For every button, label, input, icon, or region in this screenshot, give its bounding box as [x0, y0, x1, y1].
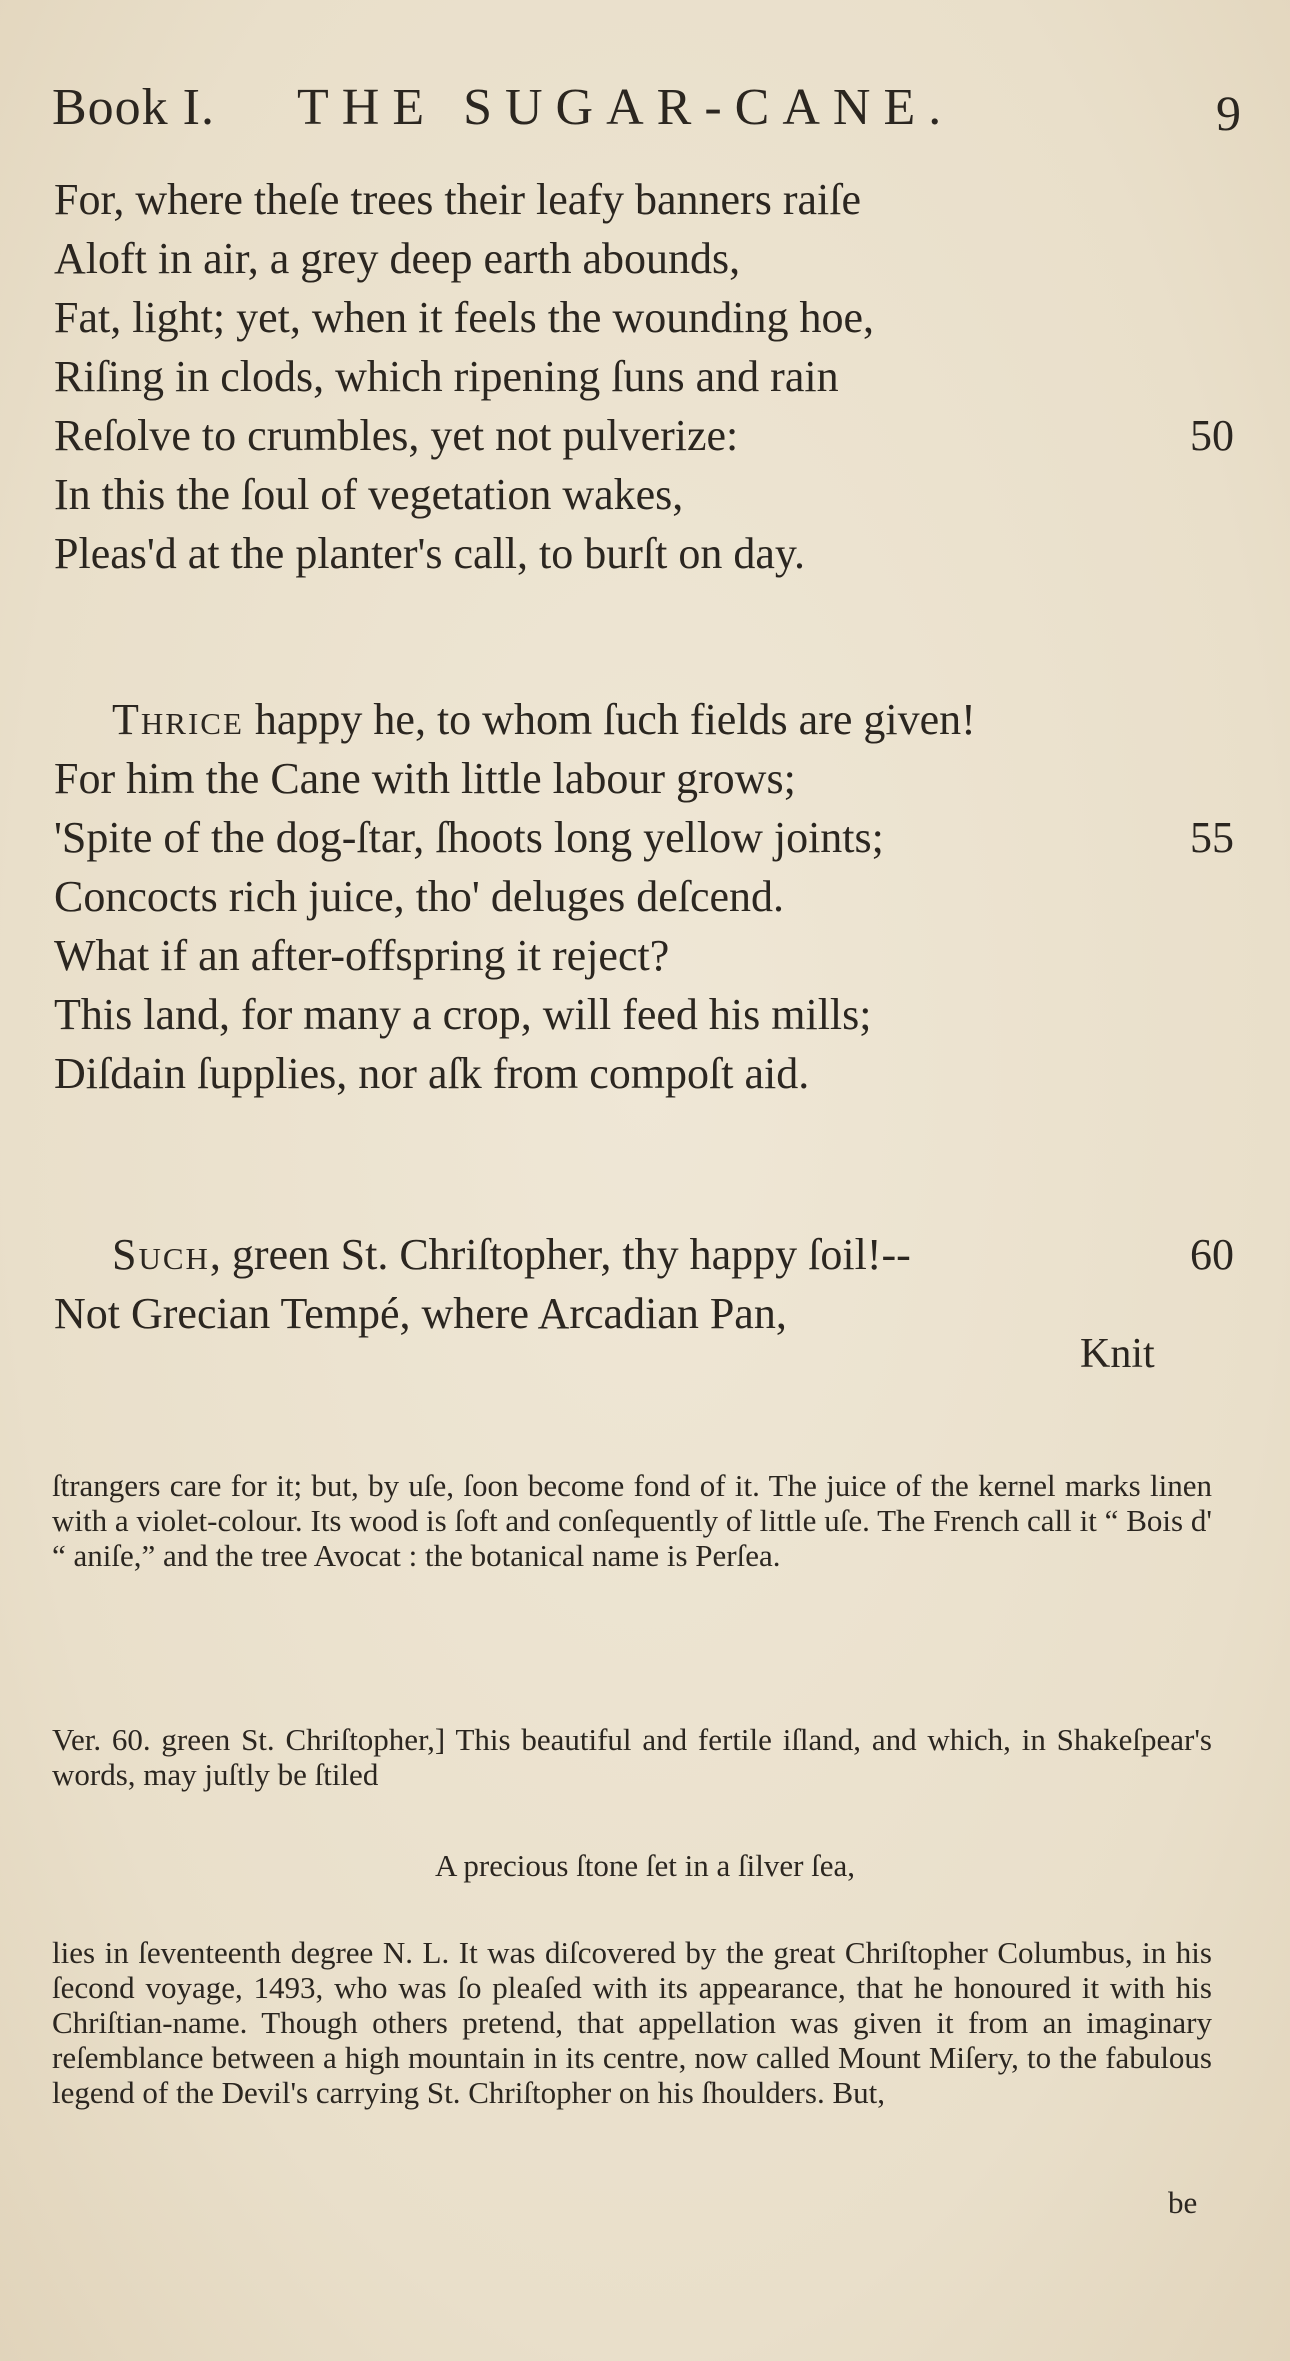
footnote-catchword: be — [1168, 2185, 1198, 2220]
stanza-2 — [54, 690, 1234, 1103]
page-number: 9 — [1216, 85, 1242, 141]
running-title: THE SUGAR-CANE. — [297, 79, 955, 136]
verse-line: Concocts rich juice, tho' deluges deſcend. — [54, 872, 785, 921]
line-number: 55 — [1190, 813, 1234, 862]
verse-line: Such, green St. Chriſtopher, thy happy ſoil!-- 60 — [54, 1225, 1234, 1284]
verse-line: Not Grecian Tempé, where Arcadian Pan, — [54, 1289, 787, 1338]
verse-line: Pleas'd at the planter's call, to burſt on day. — [54, 529, 806, 578]
catchword: Knit — [1080, 1331, 1155, 1377]
verse-line: 'Spite of the dog-ſtar, ſhoots long yellow joints; 55 — [54, 808, 1234, 867]
verse-line: Reſolve to crumbles, yet not pulverize: 50 — [54, 406, 1234, 465]
book-label: Book I. — [52, 79, 215, 136]
verse-line: In this the ſoul of vegetation wakes, — [54, 470, 684, 519]
footnote-3 — [52, 1935, 1212, 2110]
stanza-initial-word: Such — [112, 1230, 210, 1279]
verse-line: This land, for many a crop, will feed his mills; — [54, 990, 872, 1039]
verse-line: Aloft in air, a grey deep earth abounds, — [54, 234, 741, 283]
stanza-initial-word: Thrice — [112, 695, 244, 744]
verse-line: Diſdain ſupplies, nor aſk from compoſt aid. — [54, 1049, 810, 1098]
footnote-paragraph: lies in ſeventeenth degree N. L. It was diſcovered by the great Chriſtopher Columbus, in his ſecond voyage, 1493, who was ſo pleaſed with its appearance, that he honoured it with his Chriſtian-name. Though others pretend, that appellation was given it from an imaginary reſemblance between a high mountain in its centre, now called Mount Miſery, to the fabulous legend of the Devil's carrying St. Chriſtopher on his ſhoulders. But, — [52, 1935, 1212, 2110]
footnote-quote: A precious ſtone ſet in a ſilver ſea, — [434, 1848, 856, 1883]
footnote-paragraph: ſtrangers care for it; but, by uſe, ſoon become fond of it. The juice of the kernel marks linen with a violet-colour. Its wood is ſoft and conſequently of little uſe. The French call it “ Bois d' “ aniſe,” and the tree Avocat : the botanical name is Perſea. — [52, 1468, 1212, 1573]
footnote-2 — [52, 1722, 1212, 1792]
verse-line: For, where theſe trees their leafy banners raiſe — [54, 175, 861, 224]
footnote-1 — [52, 1468, 1212, 1573]
verse-line: What if an after-offspring it reject? — [54, 931, 670, 980]
stanza-3 — [54, 1225, 1234, 1343]
line-number: 50 — [1190, 411, 1234, 460]
footnote-paragraph: Ver. 60. green St. Chriſtopher,] This beautiful and fertile iſland, and which, in Shakeſpear's words, may juſtly be ſtiled — [52, 1722, 1212, 1792]
stanza-1 — [54, 170, 1234, 583]
verse-line: Riſing in clods, which ripening ſuns and rain — [54, 352, 839, 401]
verse-line: Fat, light; yet, when it feels the wounding hoe, — [54, 293, 874, 342]
line-number: 60 — [1190, 1230, 1234, 1279]
running-header — [52, 78, 1242, 158]
verse-line: Thrice happy he, to whom ſuch fields are given! — [112, 695, 976, 744]
verse-line: For him the Cane with little labour grows; — [54, 754, 796, 803]
